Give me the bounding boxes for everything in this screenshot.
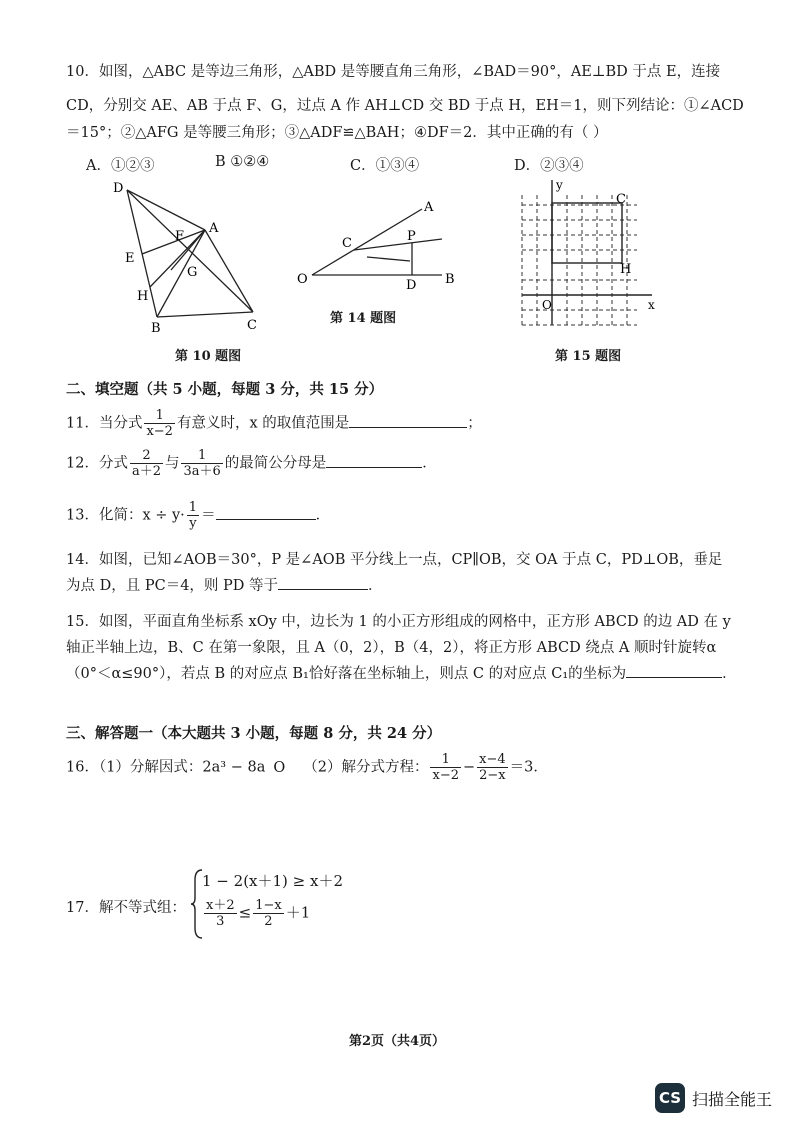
q12-post: 的最简公分母是 — [224, 455, 327, 472]
fig10-label-d: D — [113, 181, 124, 196]
q15-answer-blank[interactable] — [626, 663, 722, 678]
fig10-label-a: A — [209, 221, 219, 236]
fig10-label-c: C — [247, 318, 257, 333]
figure-10 — [105, 172, 275, 342]
fig14-label-c: C — [342, 236, 352, 251]
fig14-label-b: B — [445, 272, 455, 287]
q10-line1: 10．如图，△ABC 是等边三角形，△ABD 是等腰直角三角形，∠BAD＝90°，AE⊥BD 于点 E，连接 — [66, 64, 721, 80]
q11-fraction — [144, 408, 175, 439]
fig10-label-f: F — [175, 229, 185, 244]
q13-den: y — [189, 516, 197, 531]
q17-fraction-2 — [253, 898, 284, 929]
figure-14 — [292, 195, 462, 295]
q16-den2: 2−x — [479, 768, 506, 783]
q14-line2 — [66, 574, 383, 595]
q13-fraction — [187, 500, 199, 531]
q17-num2: 1−x — [255, 898, 282, 913]
q12-num1: 2 — [130, 448, 163, 464]
fig15-label-y: y — [556, 178, 563, 192]
fig15-caption: 第 15 题图 — [555, 349, 622, 364]
q15-end: ． — [722, 666, 737, 682]
fig15-label-h: H — [620, 262, 632, 277]
camscanner-logo: CS — [655, 1083, 685, 1113]
q11-answer-blank[interactable] — [349, 413, 467, 428]
q10-option-c: C．①③④ — [350, 158, 420, 174]
fig14-caption: 第 14 题图 — [330, 311, 397, 326]
q12-end: ． — [422, 455, 437, 472]
camscanner-text: 扫描全能王 — [692, 1090, 773, 1109]
q16-part2: （2）解分式方程： — [303, 759, 429, 776]
q15-line3-text: （0°＜α≤90°），若点 B 的对应点 B₁恰好落在坐标轴上，则点 C 的对应点 C₁的坐标为 — [66, 666, 627, 682]
fig15-label-c: C — [616, 192, 626, 207]
q10-line2: CD，分别交 AE、AB 于点 F、G，过点 A 作 AH⊥CD 交 BD 于点 H，EH＝1，则下列结论：①∠ACD — [66, 98, 744, 114]
section-2-heading: 二、填空题（共 5 小题，每题 3 分，共 15 分） — [66, 381, 384, 398]
q10-option-d: D．②③④ — [514, 158, 584, 174]
q16 — [66, 752, 548, 783]
q13-pre: 13．化简：x ÷ y· — [66, 507, 185, 524]
q16-num1: 1 — [430, 752, 461, 768]
q10-line3: ＝15°；②△AFG 是等腰三角形；③△ADF≌△BAH；④DF＝2．其中正确的有（ ） — [66, 125, 608, 141]
fig10-label-g: G — [187, 265, 198, 280]
fig10-label-e: E — [125, 251, 135, 266]
q16-fraction-2 — [477, 752, 508, 783]
q11 — [66, 408, 482, 439]
q14-line2-text: 为点 D，且 PC＝4，则 PD 等于 — [66, 578, 279, 594]
q14-line1: 14．如图，已知∠AOB＝30°，P 是∠AOB 平分线上一点，CP∥OB，交 OA 于点 C，PD⊥OB，垂足 — [66, 552, 723, 568]
q16-num2: x−4 — [479, 752, 506, 767]
q16-handwritten-mark: O — [273, 759, 286, 776]
q16-post: ＝3． — [509, 759, 548, 776]
q12-den1: a＋2 — [131, 464, 161, 479]
figure-15 — [512, 175, 662, 335]
q15-line3 — [66, 662, 737, 683]
q12-num2: 1 — [181, 448, 222, 464]
fig14-label-p: P — [407, 229, 416, 244]
q13-num: 1 — [188, 500, 198, 515]
q12-den2: 3a＋6 — [183, 464, 221, 479]
q13-end: ． — [315, 507, 331, 524]
q17-label: 17．解不等式组： — [66, 900, 186, 916]
fig10-label-b: B — [151, 321, 161, 336]
q16-minus: − — [462, 759, 476, 776]
fig14-label-o: O — [297, 272, 308, 287]
q17-fraction-1 — [204, 898, 237, 929]
q16-fraction-1 — [430, 752, 461, 783]
q13-answer-blank[interactable] — [216, 505, 316, 520]
q12-pre: 12．分式 — [66, 455, 128, 472]
section-3-heading: 三、解答题一（本大题共 3 小题，每题 8 分，共 24 分） — [66, 725, 442, 742]
q17-den1: 3 — [216, 914, 225, 929]
q11-pre: 11．当分式 — [66, 415, 143, 432]
q12 — [66, 448, 437, 479]
q16-den1: x−2 — [432, 768, 459, 783]
q17-row1: 1 − 2(x＋1) ≥ x＋2 — [202, 872, 344, 890]
q15-line2: 轴正半轴上边，B、C 在第一象限，且 A（0，2），B（4，2），将正方形 ABCD 绕点 A 顺时针旋转α — [66, 640, 717, 656]
fig15-label-x: x — [648, 298, 655, 312]
fig15-label-o: O — [542, 298, 552, 312]
q12-mid: 与 — [164, 455, 180, 472]
q11-den: x−2 — [146, 424, 173, 439]
q11-num: 1 — [144, 408, 175, 424]
fig10-caption: 第 10 题图 — [175, 349, 242, 364]
q13-post: ＝ — [201, 507, 216, 524]
q17-row2 — [202, 898, 310, 929]
q12-fraction-1 — [130, 448, 163, 479]
q12-answer-blank[interactable] — [326, 453, 422, 468]
q17-le: ≤ — [238, 903, 252, 922]
q14-end: ． — [368, 578, 383, 594]
fig14-label-a: A — [424, 200, 434, 215]
fig14-label-d: D — [406, 278, 417, 293]
q17-plus: ＋1 — [285, 903, 311, 922]
q17-num1: x＋2 — [206, 898, 235, 913]
q12-fraction-2 — [181, 448, 222, 479]
q10-option-b: B ①②④ — [215, 154, 270, 170]
q10-option-a: A．①②③ — [86, 158, 155, 174]
q14-answer-blank[interactable] — [278, 575, 368, 590]
q13 — [66, 500, 330, 531]
q16-pre: 16．（1）分解因式：2a³ − 8a — [66, 759, 266, 776]
fig10-label-h: H — [137, 289, 149, 304]
q11-post: 有意义时，x 的取值范围是 — [176, 415, 350, 432]
q15-line1: 15．如图，平面直角坐标系 xOy 中，边长为 1 的小正方形组成的网格中，正方形 ABCD 的边 AD 在 y — [66, 614, 731, 630]
q11-end: ； — [467, 415, 482, 432]
page-footer: 第2页（共4页） — [348, 1034, 446, 1049]
q17-den2: 2 — [264, 914, 273, 929]
